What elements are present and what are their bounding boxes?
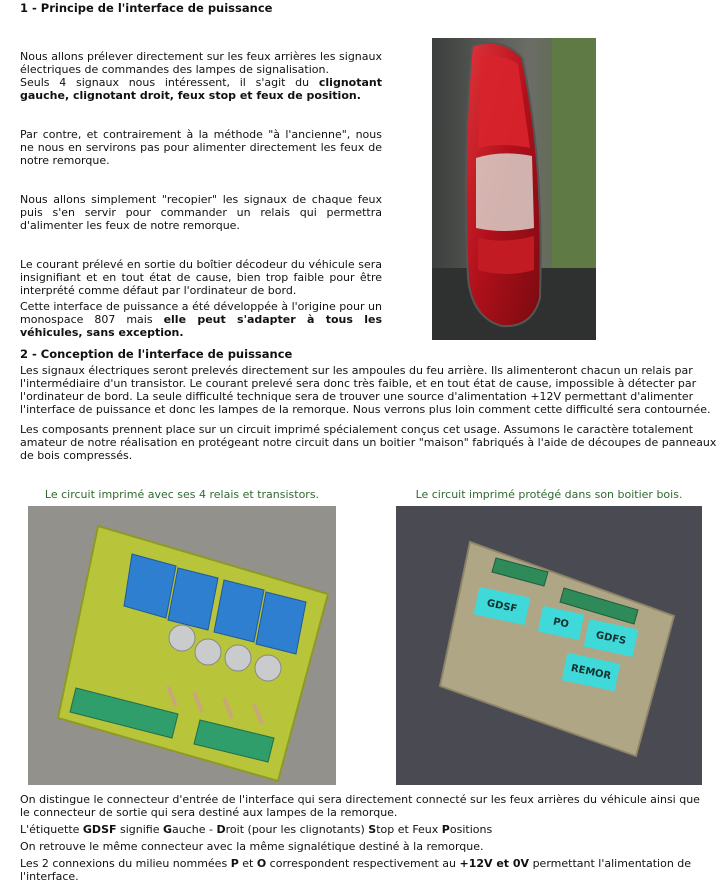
paragraph: Par contre, et contrairement à la méthode "à l'ancienne", nous ne nous en servirons pas pour alimenter directement les feux de notre remorque.: [20, 128, 382, 167]
wooden-box-photo: [396, 506, 702, 785]
paragraph: Cette interface de puissance a été développée à l'origine pour un monospace 807 mais elle peut s'adapter à tous les véhicules, sans exception.: [20, 300, 382, 339]
paragraph: Le courant prélevé en sortie du boîtier décodeur du véhicule sera insignifiant et en tout état de cause, bien trop faible pour être interprété comme défaut par l'ordinateur de bord.: [20, 258, 382, 297]
paragraph: Seuls 4 signaux nous intéressent, il s'agit du clignotant gauche, clignotant droit, feux stop et feux de position.: [20, 76, 382, 102]
paragraph: On distingue le connecteur d'entrée de l'interface qui sera directement connecté sur les feux arrières du véhicule ainsi que le connecteur de sortie qui sera destiné aux lampes de la remorque.: [20, 793, 700, 819]
caption-right: Le circuit imprimé protégé dans son boitier bois.: [415, 488, 683, 501]
caption-left: Le circuit imprimé avec ses 4 relais et transistors.: [44, 488, 320, 501]
paragraph: L'étiquette GDSF signifie Gauche - Droit (pour les clignotants) Stop et Feux Positions: [20, 823, 493, 836]
box-label-po: PO: [538, 606, 584, 640]
taillight-photo: [432, 38, 596, 340]
box-label-gdfs: GDFS: [584, 619, 639, 657]
paragraph: Les 2 connexions du milieu nommées P et O correspondent respectivement au +12V et 0V permettant l'alimentation de l'interface.: [20, 857, 692, 883]
paragraph: On retrouve le même connecteur avec la même signalétique destiné à la remorque.: [20, 840, 484, 853]
section1-text: [20, 50, 382, 339]
section1-heading: 1 - Principe de l'interface de puissance: [20, 1, 273, 15]
paragraph: Les signaux électriques seront prelevés directement sur les ampoules du feu arrière. Ils alimenteront chacun un relais par l'intermédiaire d'un transistor. Le courant prelevé sera donc très faible, et en tout état de cause, impossible à détecter par l'ordinateur de bord. La seule difficulté technique sera de trouver une source d'alimentation +12V permettant d'alimenter l'interface de puissance et donc les lampes de la remorque. Nous verrons plus loin comment cette difficulté sera contournée.: [20, 364, 711, 416]
paragraph: Nous allons prélever directement sur les feux arrières les signaux électriques de commandes des lampes de signalisation.: [20, 50, 382, 76]
paragraph: Les composants prennent place sur un circuit imprimé spécialement conçus cet usage. Assumons le caractère totalement amateur de notre réalisation en protégeant notre circuit dans un boitier "maison" fabriqués à l'aide de découpes de panneaux de bois compressés.: [20, 423, 717, 462]
section2-text: [20, 364, 726, 462]
paragraph: Nous allons simplement "recopier" les signaux de chaque feux puis s'en servir pour commander un relais qui permettra d'alimenter les feux de notre remorque.: [20, 193, 382, 232]
circuit-board-photo: [28, 506, 336, 785]
box-label-remor: REMOR: [562, 653, 621, 692]
box-label-gdsf: GDSF: [474, 587, 531, 625]
section2-heading: 2 - Conception de l'interface de puissance: [20, 347, 293, 361]
bottom-text: [20, 793, 710, 883]
